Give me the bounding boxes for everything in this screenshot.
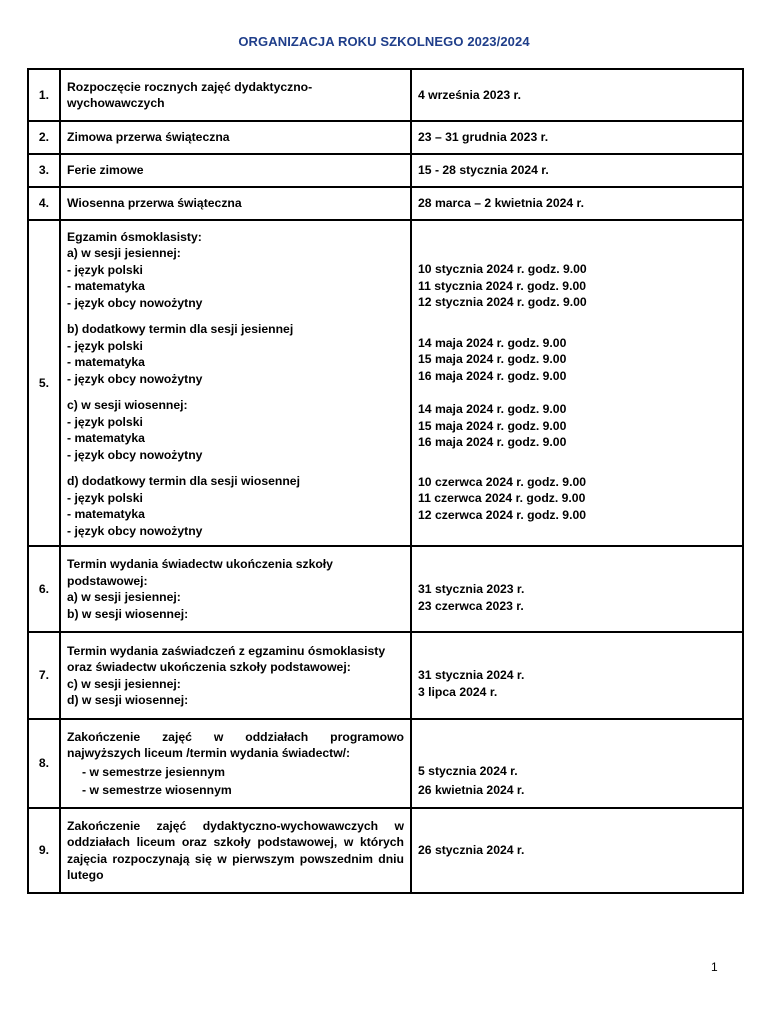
row-number: 4.	[28, 187, 60, 220]
exam-group-description: Egzamin ósmoklasisty: a) w sesji jesiennej: - język polski - matematyka - język obcy nowożytny	[67, 229, 203, 310]
row-date	[411, 220, 743, 546]
row-date: 5 stycznia 2024 r. 26 kwietnia 2024 r.	[411, 719, 743, 808]
table-row	[28, 69, 743, 121]
row-number: 2.	[28, 121, 60, 154]
row-date: 4 września 2023 r.	[411, 69, 743, 121]
table-row	[28, 808, 743, 893]
table-row	[28, 546, 743, 632]
row-number: 7.	[28, 632, 60, 719]
row-date: 23 – 31 grudnia 2023 r.	[411, 121, 743, 154]
table-row	[28, 121, 743, 154]
exam-group-dates: 14 maja 2024 r. godz. 9.00 15 maja 2024 r. godz. 9.00 16 maja 2024 r. godz. 9.00	[418, 335, 567, 383]
table-row	[28, 187, 743, 220]
row-description: Wiosenna przerwa świąteczna	[60, 187, 411, 220]
row-description: Zimowa przerwa świąteczna	[60, 121, 411, 154]
row-description: Termin wydania świadectw ukończenia szkoły podstawowej: a) w sesji jesiennej: b) w sesji wiosennej:	[60, 546, 411, 632]
page-number: 1	[711, 960, 718, 974]
table-row	[28, 220, 743, 546]
row-description: Ferie zimowe	[60, 154, 411, 187]
row-description: Termin wydania zaświadczeń z egzaminu ósmoklasisty oraz świadectw ukończenia szkoły podstawowej: c) w sesji jesiennej: d) w sesji wiosennej:	[60, 632, 411, 719]
row-number: 9.	[28, 808, 60, 893]
exam-group-dates: 14 maja 2024 r. godz. 9.00 15 maja 2024 r. godz. 9.00 16 maja 2024 r. godz. 9.00	[418, 402, 567, 449]
table-row	[28, 719, 743, 808]
row-description	[60, 220, 411, 546]
exam-group-description: d) dodatkowy termin dla sesji wiosennej - język polski - matematyka - język obcy nowożytny	[67, 474, 300, 538]
row-description: Rozpoczęcie rocznych zajęć dydaktyczno- wychowawczych	[60, 69, 411, 121]
table-row	[28, 154, 743, 187]
row-number: 8.	[28, 719, 60, 808]
row-description: Zakończenie zajęć w oddziałach programowo najwyższych liceum /termin wydania świadectw/: - w semestrze jesiennym - w semestrze wiosennym	[60, 719, 411, 808]
row-number: 5.	[28, 220, 60, 546]
row-date: 31 stycznia 2024 r. 3 lipca 2024 r.	[411, 632, 743, 719]
row-number: 1.	[28, 69, 60, 121]
school-year-schedule-table	[27, 68, 744, 894]
exam-group-dates: 10 czerwca 2024 r. godz. 9.00 11 czerwca 2024 r. godz. 9.00 12 czerwca 2024 r. godz. 9.00	[418, 474, 587, 522]
row-number: 6.	[28, 546, 60, 632]
document-title: ORGANIZACJA ROKU SZKOLNEGO 2023/2024	[238, 34, 530, 49]
row-date: 28 marca – 2 kwietnia 2024 r.	[411, 187, 743, 220]
exam-group-description: b) dodatkowy termin dla sesji jesiennej - język polski - matematyka - język obcy nowożytny	[67, 322, 294, 386]
row-description: Zakończenie zajęć dydaktyczno-wychowawczych w oddziałach liceum oraz szkoły podstawowej, w których zajęcia rozpoczynają się w pierwszym powszednim dniu lutego	[60, 808, 411, 893]
exam-group-description: c) w sesji wiosennej: - język polski - matematyka - język obcy nowożytny	[67, 398, 203, 462]
row-date: 31 stycznia 2023 r. 23 czerwca 2023 r.	[411, 546, 743, 632]
table-row	[28, 632, 743, 719]
row-date: 26 stycznia 2024 r.	[411, 808, 743, 893]
row-date: 15 - 28 stycznia 2024 r.	[411, 154, 743, 187]
exam-group-dates: 10 stycznia 2024 r. godz. 9.00 11 stycznia 2024 r. godz. 9.00 12 stycznia 2024 r. godz. 9.00	[418, 262, 587, 309]
row-number: 3.	[28, 154, 60, 187]
